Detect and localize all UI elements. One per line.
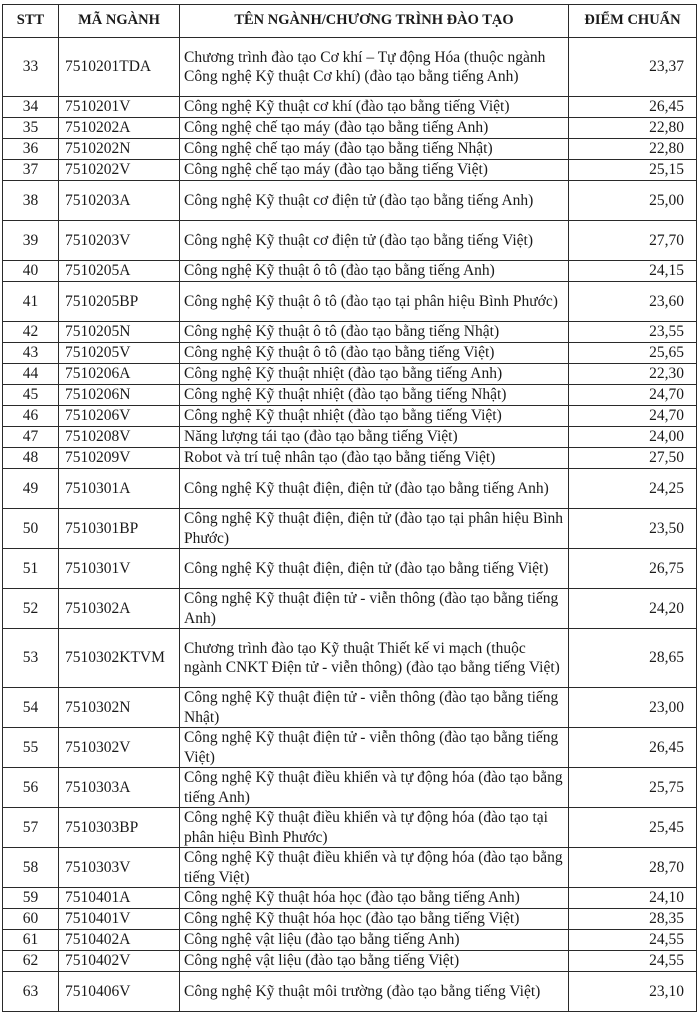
row-code: 7510303BP <box>59 808 180 848</box>
table-row <box>3 808 697 848</box>
row-code: 7510209V <box>59 448 180 469</box>
row-stt: 55 <box>3 728 59 768</box>
table-row <box>3 282 697 322</box>
row-stt: 51 <box>3 549 59 589</box>
table-row <box>3 589 697 629</box>
row-score: 23,60 <box>569 282 697 322</box>
table-row <box>3 848 697 888</box>
row-stt: 43 <box>3 343 59 364</box>
row-score: 24,10 <box>569 888 697 909</box>
row-score: 23,50 <box>569 509 697 549</box>
table-body <box>3 38 697 1012</box>
row-stt: 50 <box>3 509 59 549</box>
row-stt: 33 <box>3 38 59 97</box>
row-name: Công nghệ chế tạo máy (đào tạo bằng tiếng Anh) <box>180 118 569 139</box>
row-code: 7510302V <box>59 728 180 768</box>
row-name: Công nghệ Kỹ thuật nhiệt (đào tạo bằng tiếng Anh) <box>180 364 569 385</box>
row-score: 23,10 <box>569 972 697 1012</box>
row-score: 25,15 <box>569 160 697 181</box>
row-code: 7510202A <box>59 118 180 139</box>
row-stt: 37 <box>3 160 59 181</box>
row-score: 24,00 <box>569 427 697 448</box>
table-row <box>3 629 697 688</box>
row-stt: 35 <box>3 118 59 139</box>
row-name: Công nghệ Kỹ thuật cơ khí (đào tạo bằng tiếng Việt) <box>180 97 569 118</box>
row-code: 7510202V <box>59 160 180 181</box>
row-code: 7510303V <box>59 848 180 888</box>
row-score: 22,80 <box>569 139 697 160</box>
table-row <box>3 221 697 261</box>
row-stt: 57 <box>3 808 59 848</box>
row-name: Công nghệ chế tạo máy (đào tạo bằng tiếng Việt) <box>180 160 569 181</box>
admission-score-table <box>2 4 697 1012</box>
row-name: Công nghệ Kỹ thuật ô tô (đào tạo bằng tiếng Nhật) <box>180 322 569 343</box>
row-score: 28,70 <box>569 848 697 888</box>
row-score: 23,55 <box>569 322 697 343</box>
row-code: 7510201TDA <box>59 38 180 97</box>
row-name: Công nghệ Kỹ thuật điện tử - viễn thông (đào tạo bằng tiếng Việt) <box>180 728 569 768</box>
row-stt: 38 <box>3 181 59 221</box>
row-name: Công nghệ Kỹ thuật nhiệt (đào tạo bằng tiếng Việt) <box>180 406 569 427</box>
table-row <box>3 509 697 549</box>
row-code: 7510203V <box>59 221 180 261</box>
table-row <box>3 930 697 951</box>
table-row <box>3 261 697 282</box>
table-row <box>3 469 697 509</box>
row-score: 26,75 <box>569 549 697 589</box>
row-score: 25,75 <box>569 768 697 808</box>
row-name: Năng lượng tái tạo (đào tạo bằng tiếng Việt) <box>180 427 569 448</box>
row-code: 7510206N <box>59 385 180 406</box>
row-stt: 36 <box>3 139 59 160</box>
header-code: MÃ NGÀNH <box>59 5 180 38</box>
row-score: 27,50 <box>569 448 697 469</box>
row-code: 7510302KTVM <box>59 629 180 688</box>
row-code: 7510401V <box>59 909 180 930</box>
row-name: Công nghệ Kỹ thuật hóa học (đào tạo bằng tiếng Việt) <box>180 909 569 930</box>
row-score: 25,45 <box>569 808 697 848</box>
row-stt: 56 <box>3 768 59 808</box>
row-score: 24,70 <box>569 385 697 406</box>
row-stt: 59 <box>3 888 59 909</box>
table-row <box>3 448 697 469</box>
row-name: Công nghệ Kỹ thuật ô tô (đào tạo bằng tiếng Việt) <box>180 343 569 364</box>
table-row <box>3 343 697 364</box>
row-score: 22,30 <box>569 364 697 385</box>
row-code: 7510402V <box>59 951 180 972</box>
row-code: 7510301BP <box>59 509 180 549</box>
row-stt: 62 <box>3 951 59 972</box>
table-row <box>3 38 697 97</box>
row-name: Công nghệ Kỹ thuật ô tô (đào tạo bằng tiếng Anh) <box>180 261 569 282</box>
row-stt: 47 <box>3 427 59 448</box>
table-row <box>3 888 697 909</box>
table-row <box>3 909 697 930</box>
header-name: TÊN NGÀNH/CHƯƠNG TRÌNH ĐÀO TẠO <box>180 5 569 38</box>
row-code: 7510302N <box>59 688 180 728</box>
table-row <box>3 385 697 406</box>
table-row <box>3 160 697 181</box>
table-row <box>3 364 697 385</box>
row-code: 7510206V <box>59 406 180 427</box>
header-stt: STT <box>3 5 59 38</box>
row-code: 7510301A <box>59 469 180 509</box>
row-name: Công nghệ Kỹ thuật cơ điện tử (đào tạo bằng tiếng Việt) <box>180 221 569 261</box>
row-score: 26,45 <box>569 97 697 118</box>
row-score: 28,65 <box>569 629 697 688</box>
row-name: Công nghệ vật liệu (đào tạo bằng tiếng Anh) <box>180 930 569 951</box>
admission-score-sheet <box>2 4 697 1012</box>
row-stt: 61 <box>3 930 59 951</box>
header-score: ĐIỂM CHUẨN <box>569 5 697 38</box>
row-name: Công nghệ Kỹ thuật điện, điện tử (đào tạo bằng tiếng Việt) <box>180 549 569 589</box>
row-stt: 34 <box>3 97 59 118</box>
table-row <box>3 972 697 1012</box>
table-row <box>3 406 697 427</box>
row-code: 7510402A <box>59 930 180 951</box>
row-name: Chương trình đào tạo Cơ khí – Tự động Hóa (thuộc ngành Công nghệ Kỹ thuật Cơ khí) (đào tạo bằng tiếng Anh) <box>180 38 569 97</box>
row-name: Chương trình đào tạo Kỹ thuật Thiết kế vi mạch (thuộc ngành CNKT Điện tử - viễn thông) (đào tạo bằng tiếng Việt) <box>180 629 569 688</box>
row-code: 7510201V <box>59 97 180 118</box>
table-row <box>3 768 697 808</box>
row-code: 7510205A <box>59 261 180 282</box>
row-score: 26,45 <box>569 728 697 768</box>
row-name: Công nghệ Kỹ thuật hóa học (đào tạo bằng tiếng Anh) <box>180 888 569 909</box>
table-row <box>3 688 697 728</box>
table-row <box>3 322 697 343</box>
row-name: Công nghệ Kỹ thuật cơ điện tử (đào tạo bằng tiếng Anh) <box>180 181 569 221</box>
row-score: 24,55 <box>569 930 697 951</box>
row-name: Công nghệ chế tạo máy (đào tạo bằng tiếng Nhật) <box>180 139 569 160</box>
row-name: Công nghệ vật liệu (đào tạo bằng tiếng Việt) <box>180 951 569 972</box>
row-code: 7510205N <box>59 322 180 343</box>
table-header-row <box>3 5 697 38</box>
row-score: 24,25 <box>569 469 697 509</box>
table-row <box>3 549 697 589</box>
row-code: 7510203A <box>59 181 180 221</box>
row-name: Công nghệ Kỹ thuật điều khiển và tự động hóa (đào tạo bằng tiếng Anh) <box>180 768 569 808</box>
row-stt: 39 <box>3 221 59 261</box>
row-name: Công nghệ Kỹ thuật nhiệt (đào tạo bằng tiếng Nhật) <box>180 385 569 406</box>
row-score: 23,00 <box>569 688 697 728</box>
row-code: 7510208V <box>59 427 180 448</box>
row-stt: 58 <box>3 848 59 888</box>
row-stt: 46 <box>3 406 59 427</box>
table-row <box>3 97 697 118</box>
row-score: 25,00 <box>569 181 697 221</box>
row-name: Công nghệ Kỹ thuật điện tử - viễn thông (đào tạo bằng tiếng Nhật) <box>180 688 569 728</box>
table-row <box>3 118 697 139</box>
row-code: 7510401A <box>59 888 180 909</box>
row-name: Công nghệ Kỹ thuật điện tử - viễn thông (đào tạo bằng tiếng Anh) <box>180 589 569 629</box>
table-row <box>3 427 697 448</box>
table-row <box>3 951 697 972</box>
row-score: 23,37 <box>569 38 697 97</box>
table-row <box>3 139 697 160</box>
row-code: 7510202N <box>59 139 180 160</box>
row-code: 7510206A <box>59 364 180 385</box>
row-score: 25,65 <box>569 343 697 364</box>
row-stt: 52 <box>3 589 59 629</box>
table-row <box>3 181 697 221</box>
row-code: 7510205V <box>59 343 180 364</box>
row-name: Công nghệ Kỹ thuật điện, điện tử (đào tạo bằng tiếng Anh) <box>180 469 569 509</box>
row-score: 24,20 <box>569 589 697 629</box>
row-stt: 44 <box>3 364 59 385</box>
row-stt: 41 <box>3 282 59 322</box>
row-stt: 49 <box>3 469 59 509</box>
row-stt: 60 <box>3 909 59 930</box>
row-stt: 48 <box>3 448 59 469</box>
row-name: Robot và trí tuệ nhân tạo (đào tạo bằng tiếng Việt) <box>180 448 569 469</box>
row-code: 7510302A <box>59 589 180 629</box>
row-name: Công nghệ Kỹ thuật điều khiển và tự động hóa (đào tạo tại phân hiệu Bình Phước) <box>180 808 569 848</box>
row-stt: 63 <box>3 972 59 1012</box>
row-score: 27,70 <box>569 221 697 261</box>
row-name: Công nghệ Kỹ thuật ô tô (đào tạo tại phân hiệu Bình Phước) <box>180 282 569 322</box>
row-stt: 42 <box>3 322 59 343</box>
row-stt: 40 <box>3 261 59 282</box>
row-code: 7510205BP <box>59 282 180 322</box>
table-row <box>3 728 697 768</box>
row-code: 7510303A <box>59 768 180 808</box>
row-score: 22,80 <box>569 118 697 139</box>
row-code: 7510406V <box>59 972 180 1012</box>
row-score: 24,70 <box>569 406 697 427</box>
row-stt: 45 <box>3 385 59 406</box>
row-name: Công nghệ Kỹ thuật điện, điện tử (đào tạo tại phân hiệu Bình Phước) <box>180 509 569 549</box>
row-score: 28,35 <box>569 909 697 930</box>
row-code: 7510301V <box>59 549 180 589</box>
row-name: Công nghệ Kỹ thuật môi trường (đào tạo bằng tiếng Việt) <box>180 972 569 1012</box>
row-score: 24,55 <box>569 951 697 972</box>
row-stt: 53 <box>3 629 59 688</box>
row-stt: 54 <box>3 688 59 728</box>
row-name: Công nghệ Kỹ thuật điều khiển và tự động hóa (đào tạo bằng tiếng Việt) <box>180 848 569 888</box>
row-score: 24,15 <box>569 261 697 282</box>
